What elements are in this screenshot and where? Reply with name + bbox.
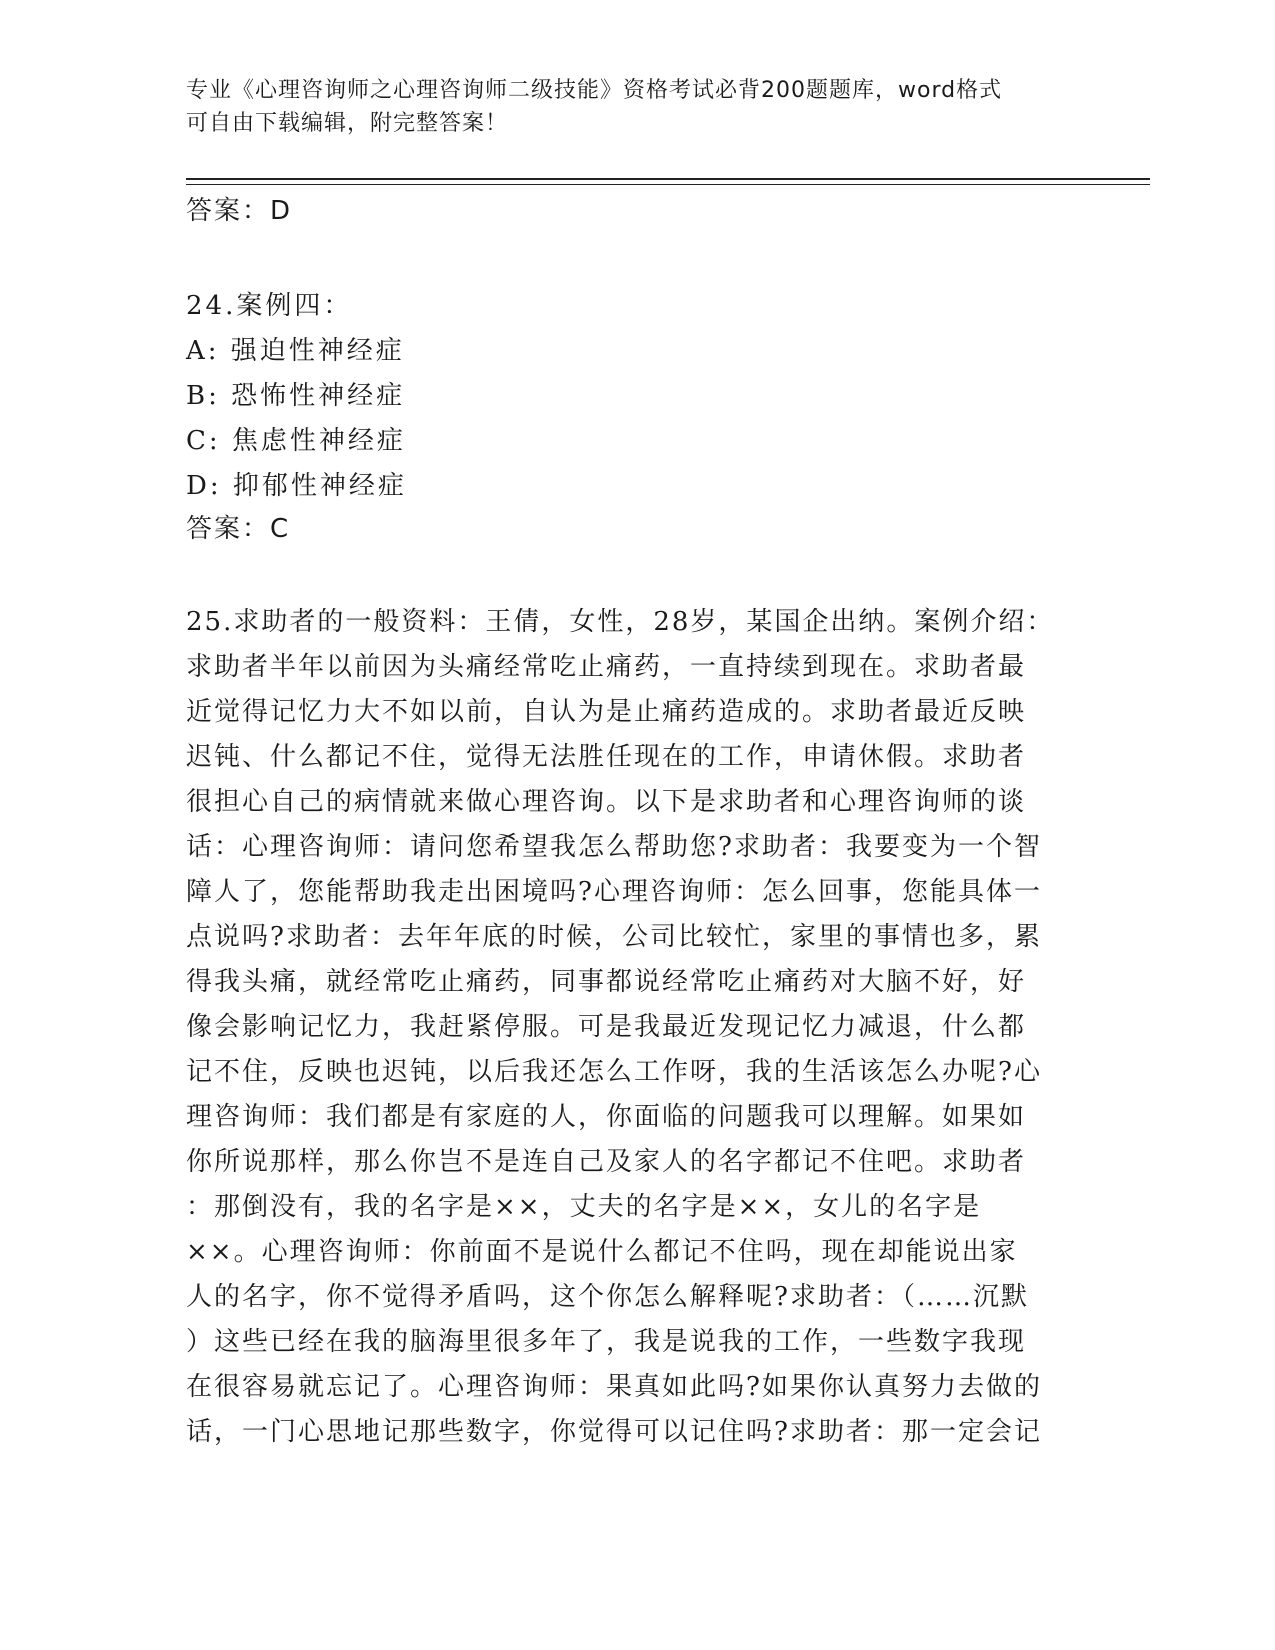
question-25-line: 障人了，您能帮助我走出困境吗?心理咨询师：怎么回事，您能具体一 (186, 877, 1042, 907)
option-a: A: 强迫性神经症 (186, 336, 405, 366)
question-25-line: 话：心理咨询师：请问您希望我怎么帮助您?求助者：我要变为一个智 (186, 832, 1042, 862)
question-25-line: 得我头痛，就经常吃止痛药，同事都说经常吃止痛药对大脑不好，好 (186, 967, 1027, 997)
question-25-line: 迟钝、什么都记不住，觉得无法胜任现在的工作，申请休假。求助者 (186, 742, 1027, 772)
question-25-line: ）这些已经在我的脑海里很多年了，我是说我的工作，一些数字我现 (186, 1327, 1027, 1357)
question-25-line: 话，一门心思地记那些数字，你觉得可以记住吗?求助者：那一定会记 (186, 1417, 1042, 1447)
question-25-line: ：那倒没有，我的名字是××，丈夫的名字是××，女儿的名字是 (186, 1192, 982, 1222)
question-25-line: 理咨询师：我们都是有家庭的人，你面临的问题我可以理解。如果如 (186, 1102, 1027, 1132)
question-25-line: 25.求助者的一般资料：王倩，女性，28岁，某国企出纳。案例介绍： (186, 607, 1055, 637)
question-25-line: 记不住，反映也迟钝，以后我还怎么工作呀，我的生活该怎么办呢?心 (186, 1057, 1042, 1087)
previous-question-answer: 答案：D (186, 196, 293, 226)
question-25-line: 近觉得记忆力大不如以前，自认为是止痛药造成的。求助者最近反映 (186, 697, 1027, 727)
option-b: B: 恐怖性神经症 (186, 381, 406, 411)
question-25-line: 你所说那样，那么你岂不是连自己及家人的名字都记不住吧。求助者 (186, 1147, 1027, 1177)
header-line-1: 专业《心理咨询师之心理咨询师二级技能》资格考试必背200题题库，word格式 (186, 78, 1003, 103)
question-stem: 24.案例四： (186, 291, 353, 321)
question-25-line: ××。心理咨询师：你前面不是说什么都记不住吗，现在却能说出家 (186, 1237, 1018, 1267)
question-25-line: 很担心自己的病情就来做心理咨询。以下是求助者和心理咨询师的谈 (186, 787, 1027, 817)
question-25-line: 点说吗?求助者：去年年底的时候，公司比较忙，家里的事情也多，累 (186, 922, 1042, 952)
question-25-line: 像会影响记忆力，我赶紧停服。可是我最近发现记忆力减退，什么都 (186, 1012, 1027, 1042)
option-c: C: 焦虑性神经症 (186, 426, 406, 456)
option-d: D: 抑郁性神经症 (186, 471, 407, 501)
question-24-answer: 答案：C (186, 514, 291, 544)
question-24 (186, 284, 407, 509)
question-25-line: 在很容易就忘记了。心理咨询师：果真如此吗?如果你认真努力去做的 (186, 1372, 1042, 1402)
header-rule-thin (186, 184, 1150, 185)
question-25 (186, 600, 1086, 1455)
document-header (186, 74, 1066, 140)
header-line-2: 可自由下载编辑，附完整答案！ (186, 111, 509, 136)
question-25-line: 求助者半年以前因为头痛经常吃止痛药，一直持续到现在。求助者最 (186, 652, 1027, 682)
question-25-line: 人的名字，你不觉得矛盾吗，这个你怎么解释呢?求助者：（……沉默 (186, 1282, 1029, 1312)
header-rule-thick (186, 178, 1150, 180)
